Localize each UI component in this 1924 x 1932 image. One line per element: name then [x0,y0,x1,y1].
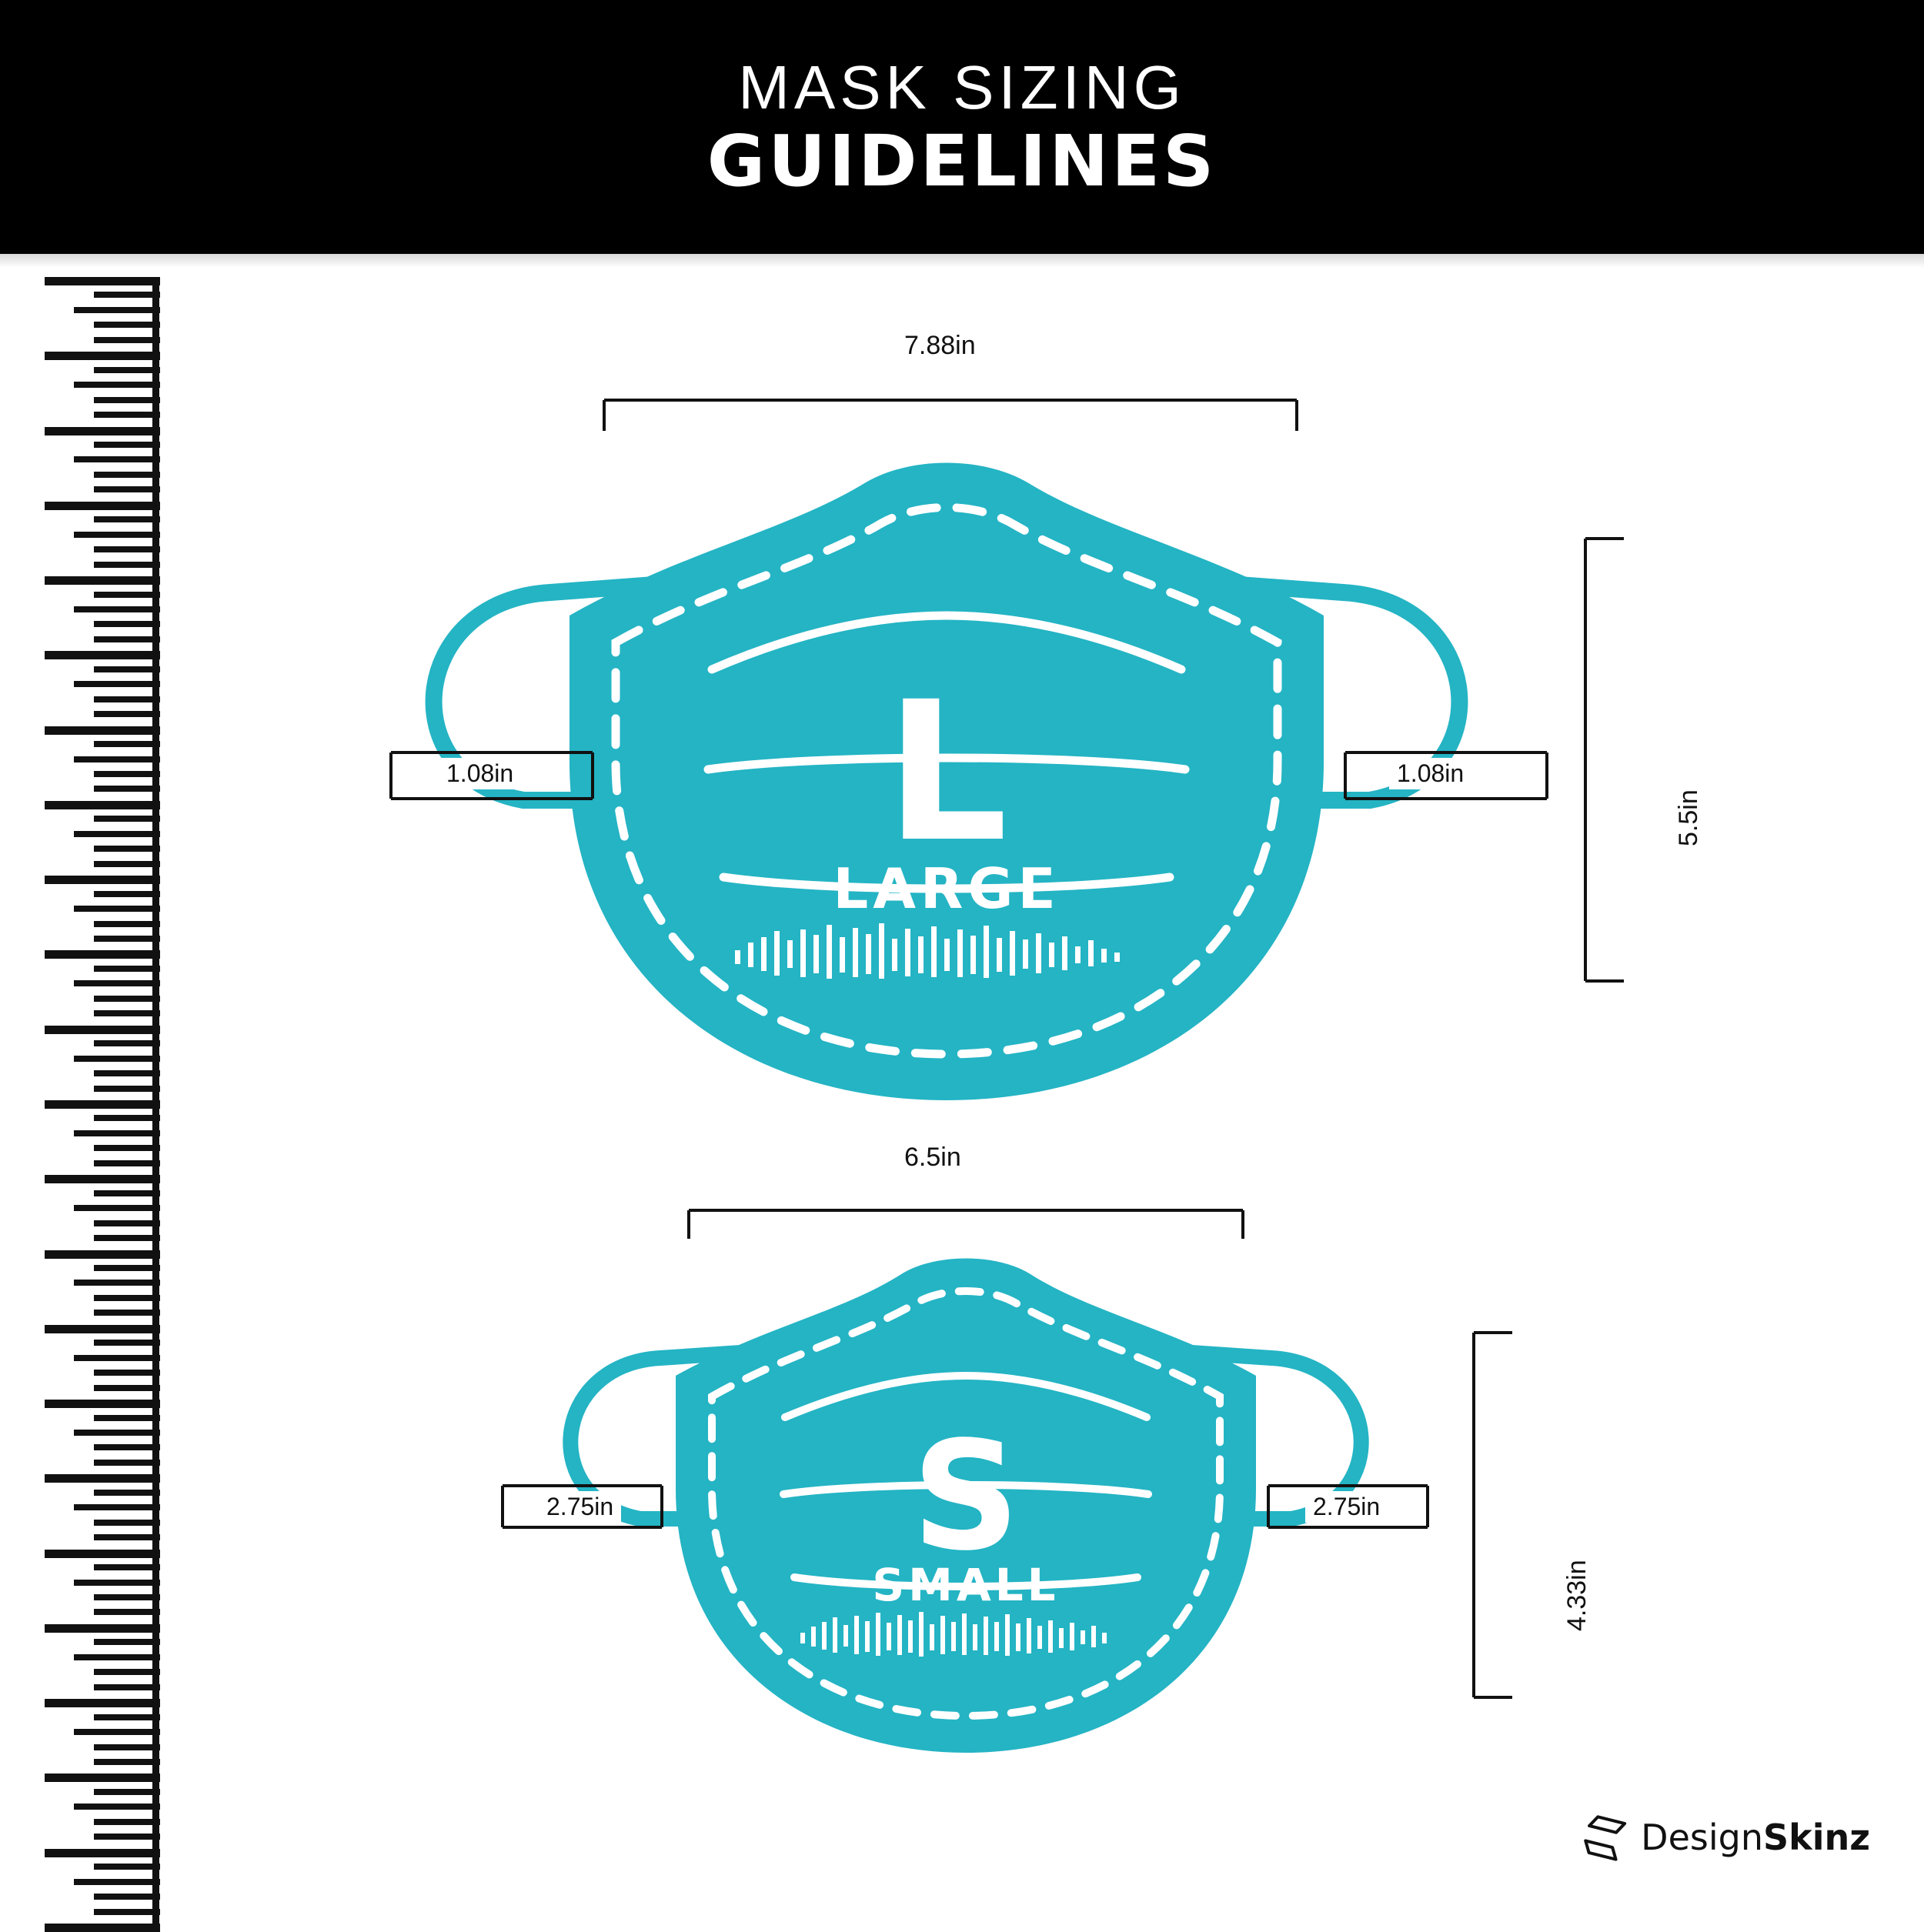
dimension-label-strap-left-large: 1.08in [439,758,521,789]
dimension-height-small [1451,1323,1528,1716]
page-title-line2: GUIDELINES [706,119,1218,202]
dimension-width-large [593,377,1362,446]
dimension-label-strap-right-large: 1.08in [1389,758,1471,789]
dimension-label-strap-left-small: 2.75in [539,1491,621,1523]
designskinz-logo-icon [1579,1813,1628,1862]
dimension-height-large [1562,527,1639,1004]
page-title-line1: MASK SIZING [738,52,1186,122]
brand-name-light: Design [1641,1817,1763,1858]
dimension-label-width-small: 6.5in [904,1143,961,1172]
dimension-label-strap-right-small: 2.75in [1305,1491,1388,1523]
dimension-label-width-large: 7.88in [904,331,976,360]
size-letter-small: S [911,1409,1020,1583]
size-letter-large: L [885,660,1008,884]
dimension-width-small [677,1189,1301,1250]
dimension-label-height-large: 5.5in [1674,789,1703,846]
dimension-label-height-small: 4.33in [1562,1560,1592,1631]
brand-logo [1579,1813,1870,1862]
brand-name [1641,1817,1870,1858]
header-banner [0,0,1924,254]
diagram-canvas [0,254,1924,1924]
size-name-small: SMALL [872,1559,1060,1611]
size-name-large: LARGE [833,856,1061,921]
ruler-tick-major [45,1924,160,1932]
brand-name-bold: Skinz [1762,1817,1870,1858]
